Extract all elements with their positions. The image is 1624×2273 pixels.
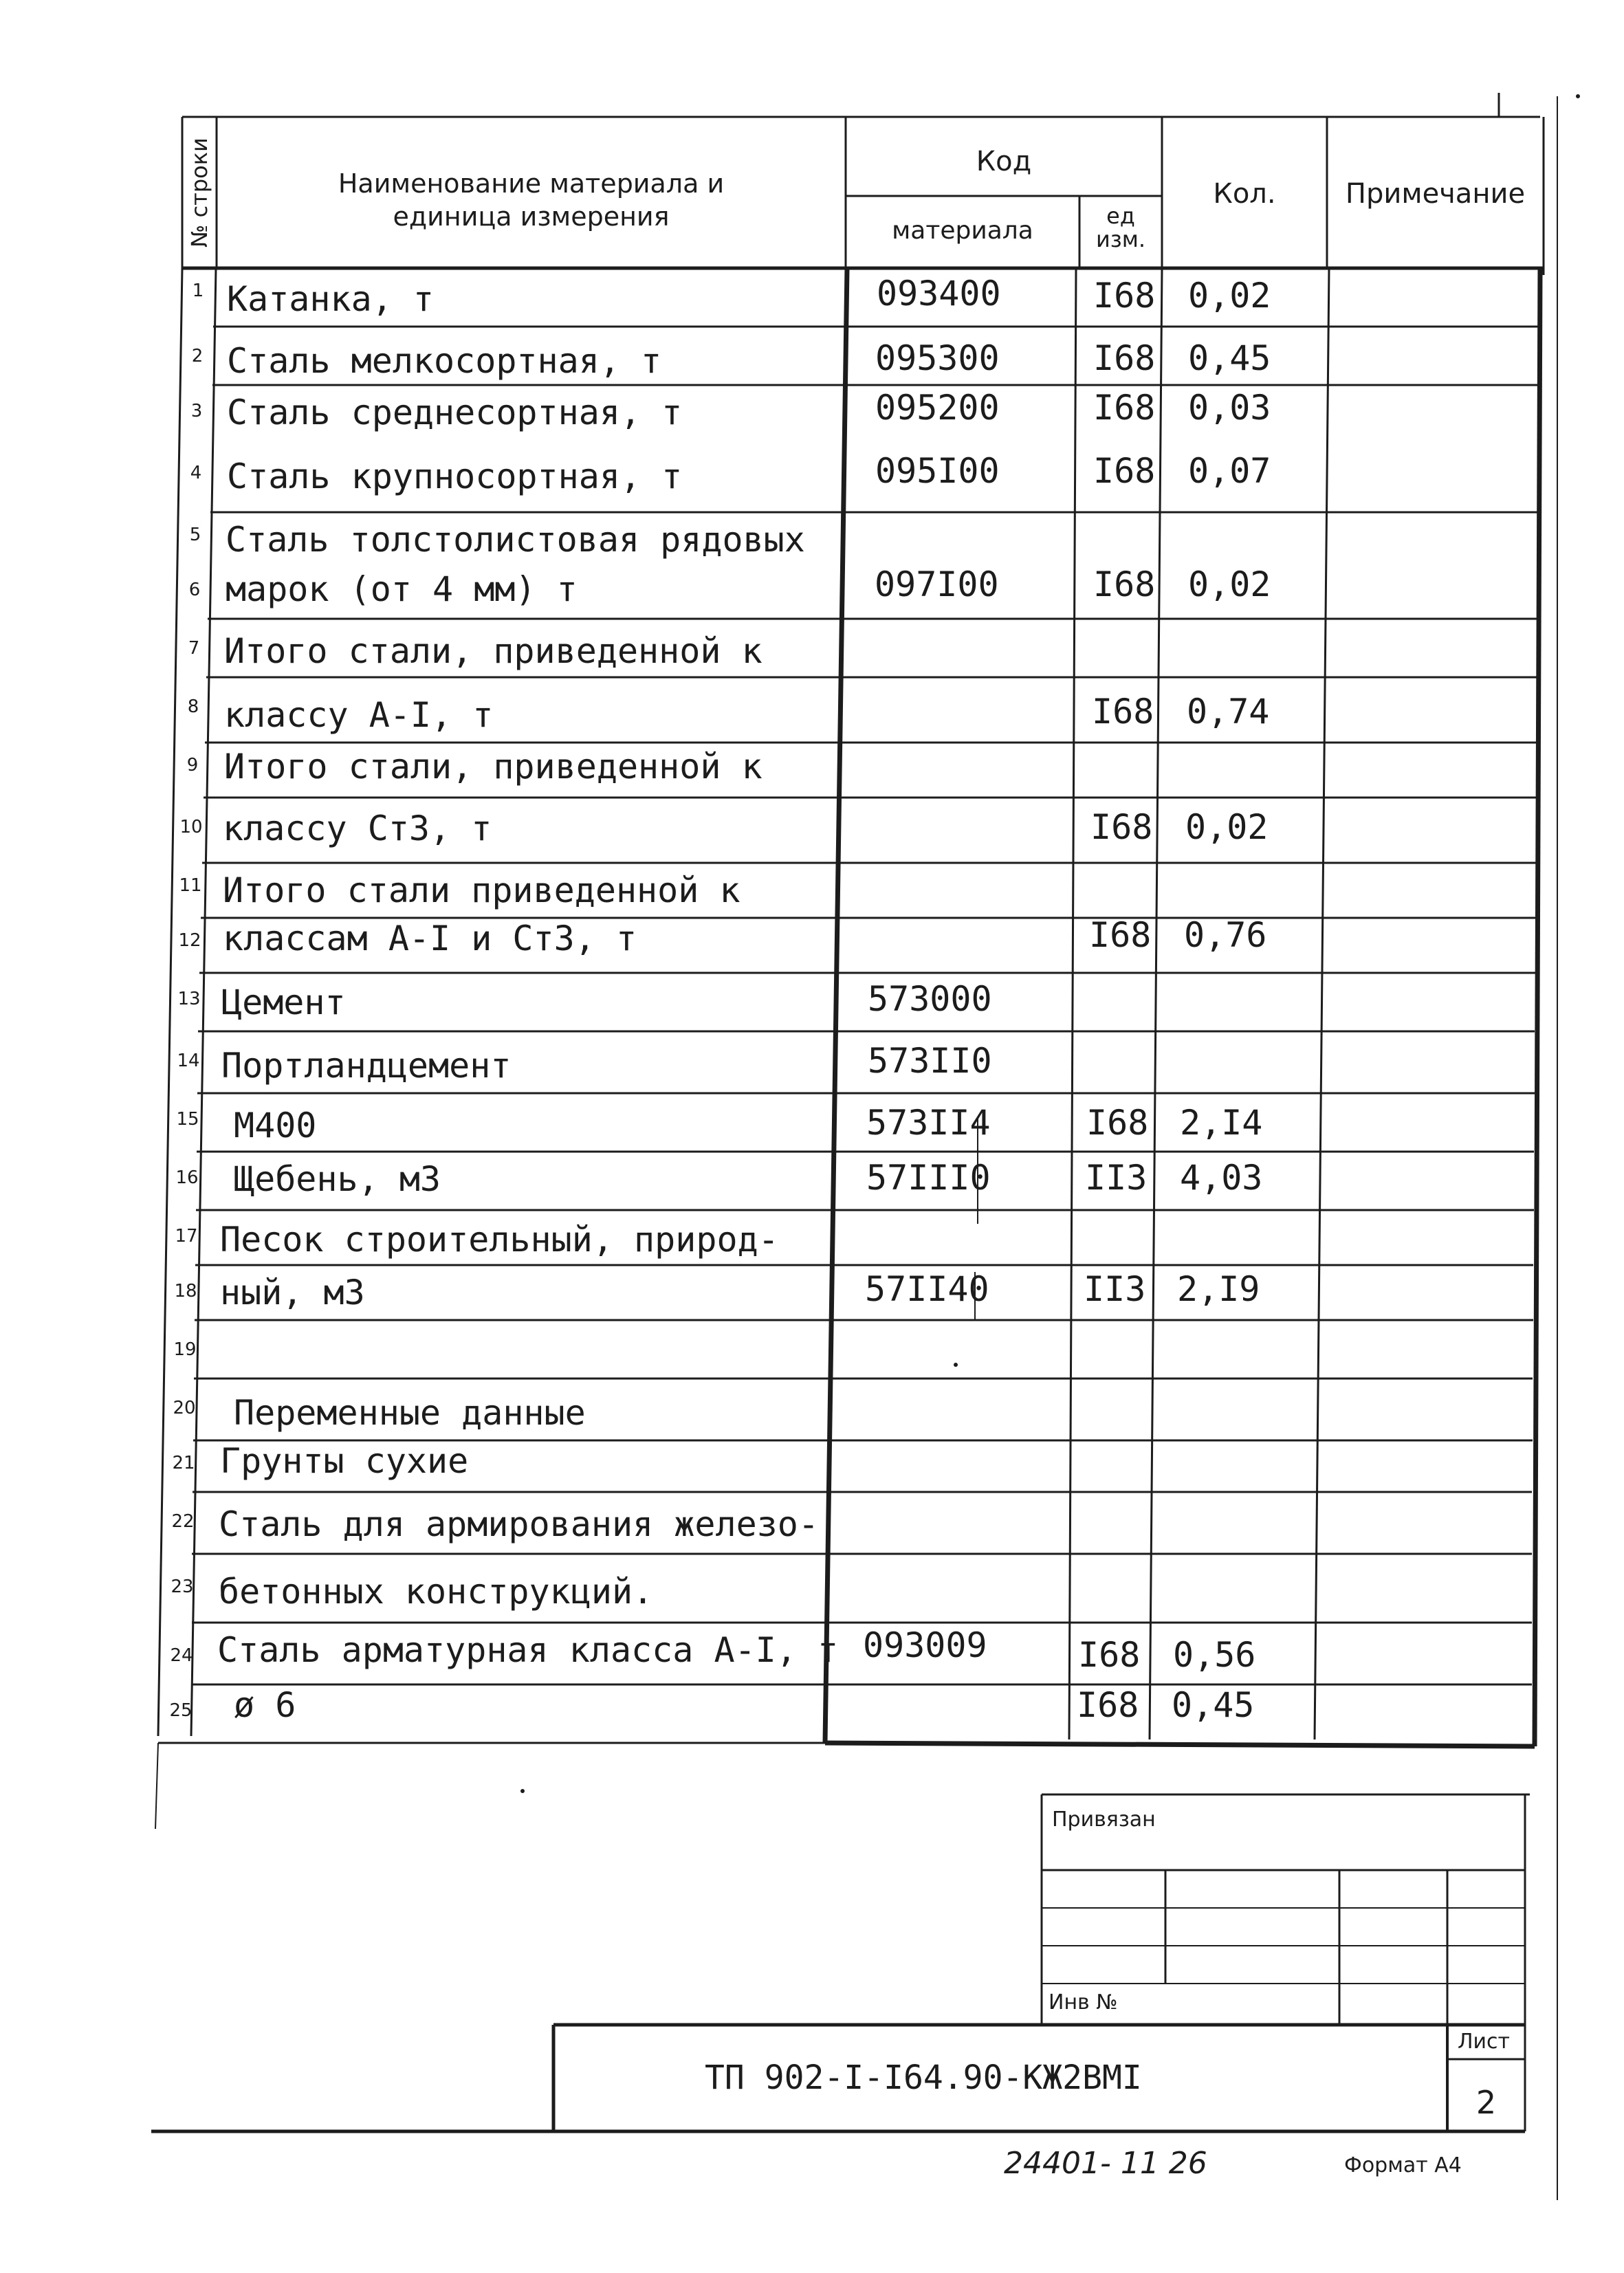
row-number: 21 <box>172 1453 195 1473</box>
material-name: Сталь арматурная класса А-I, т <box>217 1630 839 1670</box>
row-number: 23 <box>171 1577 194 1597</box>
material-code: 093009 <box>863 1625 987 1665</box>
material-code: 097I00 <box>875 564 999 604</box>
material-name: классам А-I и СтЗ, т <box>223 919 637 958</box>
material-name: Итого стали приведенной к <box>223 870 740 910</box>
unit-code: I68 <box>1089 915 1152 955</box>
quantity-column-header: Кол. <box>1213 178 1276 210</box>
document-code: ТП 902-I-I64.90-КЖ2ВМI <box>705 2058 1142 2097</box>
material-name: марок (от 4 мм) т <box>226 569 578 609</box>
unit-code: I68 <box>1086 1103 1149 1143</box>
format-label: Формат А4 <box>1344 2153 1462 2177</box>
quantity: 0,45 <box>1172 1685 1255 1725</box>
code-column-header: Код <box>976 146 1032 177</box>
row-number: 1 <box>192 281 204 301</box>
quantity: 2,I9 <box>1177 1269 1260 1309</box>
material-code: 573000 <box>868 979 992 1019</box>
material-name: классу СтЗ, т <box>223 809 492 848</box>
quantity: 0,76 <box>1184 915 1267 955</box>
privyazan-label: Привязан <box>1052 1808 1156 1832</box>
material-name: Сталь среднесортная, т <box>227 393 683 432</box>
quantity: 0,56 <box>1173 1635 1256 1675</box>
row-number: 8 <box>187 696 199 717</box>
material-name: Сталь толстолистовая рядовых <box>226 520 805 560</box>
row-number: 16 <box>175 1167 199 1188</box>
row-number: 14 <box>177 1051 200 1071</box>
material-code: 095300 <box>875 338 1000 378</box>
row-number: 25 <box>169 1700 193 1721</box>
material-code: 573II0 <box>868 1041 992 1081</box>
row-number: 6 <box>188 580 201 600</box>
material-name: Катанка, т <box>227 279 435 319</box>
unit-code: I68 <box>1093 451 1156 491</box>
inventory-number-label: Инв № <box>1049 1990 1118 2014</box>
row-number: 11 <box>179 875 202 896</box>
unit-code: II3 <box>1084 1269 1146 1309</box>
quantity: 0,03 <box>1188 388 1271 428</box>
sheet-label: Лист <box>1458 2030 1511 2054</box>
unit-code: I68 <box>1092 692 1154 732</box>
unit-code: I68 <box>1090 807 1153 847</box>
material-name: Сталь мелкосортная, т <box>227 341 662 381</box>
material-name: Портландцемент <box>221 1046 512 1086</box>
name-column-header-line1: Наименование материала и <box>338 168 725 199</box>
quantity: 0,02 <box>1185 807 1269 847</box>
material-name: ø 6 <box>234 1685 296 1725</box>
row-number: 19 <box>173 1339 197 1360</box>
material-name: М400 <box>234 1106 317 1145</box>
unit-code: I68 <box>1093 338 1156 378</box>
unit-code: I68 <box>1093 564 1156 604</box>
material-name: Щебень, м3 <box>234 1159 441 1199</box>
row-number: 9 <box>186 755 199 776</box>
row-number: 17 <box>175 1226 198 1247</box>
material-name: Сталь для армирования железо- <box>219 1504 819 1544</box>
unit-code: II3 <box>1085 1158 1148 1198</box>
quantity: 0,02 <box>1188 564 1271 604</box>
quantity: 0,74 <box>1187 692 1270 732</box>
sheet-number: 2 <box>1475 2084 1497 2121</box>
material-name: классу А-I, т <box>224 695 494 735</box>
row-number: 22 <box>171 1511 195 1532</box>
quantity: 0,07 <box>1188 451 1271 491</box>
material-name: Итого стали, приведенной к <box>224 747 762 787</box>
row-number: 4 <box>190 463 202 483</box>
material-code-subheader: материала <box>892 217 1033 245</box>
quantity: 0,45 <box>1188 338 1271 378</box>
row-number: 2 <box>191 346 204 366</box>
material-name: Цемент <box>221 982 346 1022</box>
row-number: 12 <box>178 930 201 951</box>
unit-code: I68 <box>1093 388 1156 428</box>
material-name: Песок строительный, природ- <box>220 1220 779 1260</box>
material-code: 095200 <box>875 388 1000 428</box>
row-number: 13 <box>177 989 201 1009</box>
material-name: ный, м3 <box>220 1273 365 1313</box>
row-number: 15 <box>176 1109 199 1130</box>
row-number: 24 <box>170 1645 193 1666</box>
row-number: 7 <box>188 638 200 659</box>
name-column-header-line2: единица измерения <box>393 201 670 232</box>
row-number: 10 <box>179 817 203 837</box>
unit-code: I68 <box>1093 276 1156 316</box>
handwritten-archive-number: 24401- 11 26 <box>1004 2146 1207 2181</box>
material-name: Сталь крупносортная, т <box>227 457 683 496</box>
material-code: 095I00 <box>875 451 1000 491</box>
material-name: Переменные данные <box>234 1393 586 1433</box>
material-name: Итого стали, приведенной к <box>224 631 762 671</box>
unit-code: I68 <box>1077 1685 1139 1725</box>
material-code: 093400 <box>877 274 1001 314</box>
row-number: 18 <box>174 1281 197 1302</box>
row-number: 5 <box>189 525 201 545</box>
unit-code-subheader-line1: ед <box>1106 203 1135 229</box>
unit-code: I68 <box>1078 1635 1141 1675</box>
material-code: 57III0 <box>866 1158 991 1198</box>
row-number-header: № строки <box>186 138 212 248</box>
row-number: 3 <box>190 401 203 421</box>
quantity: 0,02 <box>1188 276 1271 316</box>
unit-code-subheader-line2: изм. <box>1095 226 1146 252</box>
quantity: 4,03 <box>1180 1158 1263 1198</box>
material-code: 573II4 <box>866 1103 991 1143</box>
row-number: 20 <box>173 1398 196 1418</box>
material-name: Грунты сухие <box>220 1441 469 1481</box>
material-code: 57II40 <box>865 1269 989 1309</box>
material-name: бетонных конструкций. <box>219 1572 654 1612</box>
note-column-header: Примечание <box>1345 178 1526 210</box>
quantity: 2,I4 <box>1180 1103 1263 1143</box>
